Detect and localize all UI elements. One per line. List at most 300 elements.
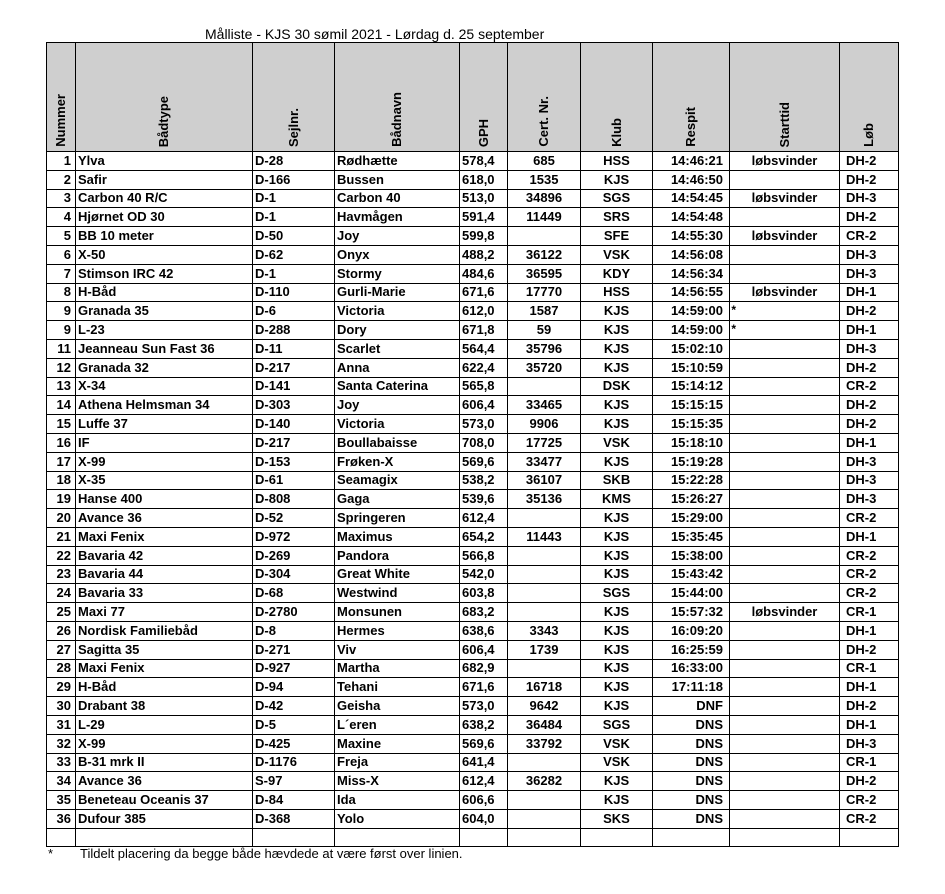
- cell-sejlnr: D-140: [253, 415, 335, 434]
- cell-nummer: 31: [47, 715, 76, 734]
- cell-sejlnr: D-52: [253, 509, 335, 528]
- cell-starttid: [730, 584, 840, 603]
- cell-cert: 36122: [508, 245, 581, 264]
- cell-nummer: 35: [47, 791, 76, 810]
- cell-lob: DH-3: [840, 471, 899, 490]
- table-row: [47, 659, 899, 678]
- page-title: Målliste - KJS 30 sømil 2021 - Lørdag d. 25 september: [205, 26, 545, 42]
- cell-badtype: B-31 mrk II: [76, 753, 253, 772]
- cell-klub: KJS: [581, 302, 653, 321]
- cell-respit: 15:19:28: [653, 452, 730, 471]
- cell-cert: 17770: [508, 283, 581, 302]
- cell-respit: 15:29:00: [653, 509, 730, 528]
- cell-sejlnr: D-303: [253, 396, 335, 415]
- cell-klub: SFE: [581, 227, 653, 246]
- cell-badnavn: Dory: [335, 321, 460, 340]
- cell-respit: DNS: [653, 753, 730, 772]
- cell-starttid: [730, 734, 840, 753]
- cell-respit: DNS: [653, 791, 730, 810]
- cell-klub: SKS: [581, 809, 653, 828]
- cell-badtype: Maxi 77: [76, 603, 253, 622]
- cell-nummer: 30: [47, 697, 76, 716]
- table-row: [47, 245, 899, 264]
- table-row: [47, 283, 899, 302]
- cell-cert: [508, 565, 581, 584]
- cell-nummer: 15: [47, 415, 76, 434]
- footnote-text: Tildelt placering da begge både hævdede at være først over linien.: [80, 846, 463, 861]
- cell-badnavn: Onyx: [335, 245, 460, 264]
- cell-klub: KJS: [581, 339, 653, 358]
- cell-klub: HSS: [581, 152, 653, 171]
- header-klub: Klub: [581, 43, 653, 152]
- cell-sejlnr: D-1176: [253, 753, 335, 772]
- cell-badnavn: Scarlet: [335, 339, 460, 358]
- cell-badtype: X-50: [76, 245, 253, 264]
- cell-nummer: 1: [47, 152, 76, 171]
- cell-sejlnr: D-50: [253, 227, 335, 246]
- header-starttid: Starttid: [730, 43, 840, 152]
- cell-nummer: 22: [47, 546, 76, 565]
- cell-badnavn: Joy: [335, 227, 460, 246]
- cell-respit: DNS: [653, 734, 730, 753]
- header-badnavn: Bådnavn: [335, 43, 460, 152]
- cell-klub: KJS: [581, 358, 653, 377]
- cell-badtype: Luffe 37: [76, 415, 253, 434]
- empty-cell: [460, 828, 508, 847]
- cell-badnavn: Westwind: [335, 584, 460, 603]
- cell-klub: KJS: [581, 452, 653, 471]
- cell-cert: 36107: [508, 471, 581, 490]
- cell-respit: 16:09:20: [653, 621, 730, 640]
- table-row: [47, 678, 899, 697]
- cell-gph: 708,0: [460, 433, 508, 452]
- cell-sejlnr: D-2780: [253, 603, 335, 622]
- cell-lob: DH-3: [840, 490, 899, 509]
- table-row: [47, 471, 899, 490]
- cell-cert: 9906: [508, 415, 581, 434]
- cell-starttid: løbsvinder: [730, 189, 840, 208]
- table-row: [47, 377, 899, 396]
- cell-nummer: 26: [47, 621, 76, 640]
- cell-sejlnr: D-94: [253, 678, 335, 697]
- cell-lob: DH-2: [840, 396, 899, 415]
- cell-sejlnr: D-8: [253, 621, 335, 640]
- cell-cert: [508, 659, 581, 678]
- cell-badtype: Avance 36: [76, 772, 253, 791]
- header-sejlnr: Sejlnr.: [253, 43, 335, 152]
- cell-respit: DNF: [653, 697, 730, 716]
- cell-badtype: Bavaria 33: [76, 584, 253, 603]
- cell-cert: 35136: [508, 490, 581, 509]
- table-row: [47, 603, 899, 622]
- cell-gph: 641,4: [460, 753, 508, 772]
- cell-badtype: Jeanneau Sun Fast 36: [76, 339, 253, 358]
- cell-cert: 1739: [508, 640, 581, 659]
- empty-cell: [508, 828, 581, 847]
- results-body: [47, 152, 899, 847]
- cell-starttid: [730, 245, 840, 264]
- cell-sejlnr: D-972: [253, 527, 335, 546]
- cell-starttid: [730, 471, 840, 490]
- cell-respit: 16:33:00: [653, 659, 730, 678]
- cell-lob: DH-2: [840, 772, 899, 791]
- cell-nummer: 19: [47, 490, 76, 509]
- cell-badnavn: Boullabaisse: [335, 433, 460, 452]
- cell-badnavn: Ida: [335, 791, 460, 810]
- cell-cert: 35720: [508, 358, 581, 377]
- empty-cell: [653, 828, 730, 847]
- cell-sejlnr: D-68: [253, 584, 335, 603]
- cell-lob: CR-2: [840, 227, 899, 246]
- cell-klub: KJS: [581, 659, 653, 678]
- table-row: [47, 339, 899, 358]
- cell-respit: 14:54:45: [653, 189, 730, 208]
- cell-lob: DH-3: [840, 734, 899, 753]
- cell-starttid: [730, 264, 840, 283]
- cell-sejlnr: S-97: [253, 772, 335, 791]
- cell-gph: 618,0: [460, 170, 508, 189]
- cell-cert: 17725: [508, 433, 581, 452]
- cell-respit: 14:46:21: [653, 152, 730, 171]
- header-cert: Cert. Nr.: [508, 43, 581, 152]
- cell-cert: 35796: [508, 339, 581, 358]
- cell-starttid: [730, 621, 840, 640]
- table-row: [47, 302, 899, 321]
- cell-badnavn: Monsunen: [335, 603, 460, 622]
- cell-gph: 654,2: [460, 527, 508, 546]
- cell-badtype: L-29: [76, 715, 253, 734]
- cell-nummer: 18: [47, 471, 76, 490]
- cell-gph: 573,0: [460, 415, 508, 434]
- cell-starttid: [730, 358, 840, 377]
- cell-sejlnr: D-217: [253, 358, 335, 377]
- cell-nummer: 32: [47, 734, 76, 753]
- cell-cert: 36595: [508, 264, 581, 283]
- cell-sejlnr: D-42: [253, 697, 335, 716]
- cell-sejlnr: D-288: [253, 321, 335, 340]
- cell-klub: KJS: [581, 603, 653, 622]
- cell-sejlnr: D-84: [253, 791, 335, 810]
- cell-cert: 33477: [508, 452, 581, 471]
- cell-badtype: Bavaria 42: [76, 546, 253, 565]
- cell-lob: CR-2: [840, 565, 899, 584]
- cell-gph: 612,4: [460, 772, 508, 791]
- cell-sejlnr: D-141: [253, 377, 335, 396]
- cell-gph: 671,6: [460, 283, 508, 302]
- cell-respit: 15:22:28: [653, 471, 730, 490]
- cell-lob: DH-1: [840, 527, 899, 546]
- cell-badnavn: Maxine: [335, 734, 460, 753]
- cell-respit: DNS: [653, 715, 730, 734]
- cell-respit: 16:25:59: [653, 640, 730, 659]
- cell-klub: KJS: [581, 678, 653, 697]
- cell-sejlnr: D-217: [253, 433, 335, 452]
- cell-respit: 14:59:00 *: [653, 321, 730, 340]
- cell-nummer: 9: [47, 321, 76, 340]
- cell-badtype: Athena Helmsman 34: [76, 396, 253, 415]
- cell-nummer: 11: [47, 339, 76, 358]
- cell-respit: 15:18:10: [653, 433, 730, 452]
- table-row: [47, 715, 899, 734]
- cell-badtype: H-Båd: [76, 678, 253, 697]
- cell-lob: DH-2: [840, 170, 899, 189]
- cell-lob: DH-3: [840, 189, 899, 208]
- table-row: [47, 527, 899, 546]
- table-row: [47, 753, 899, 772]
- cell-lob: DH-2: [840, 208, 899, 227]
- cell-sejlnr: D-5: [253, 715, 335, 734]
- cell-badnavn: Gurli-Marie: [335, 283, 460, 302]
- cell-respit: 14:56:08: [653, 245, 730, 264]
- cell-nummer: 29: [47, 678, 76, 697]
- cell-starttid: [730, 415, 840, 434]
- cell-respit: 15:57:32: [653, 603, 730, 622]
- cell-badtype: X-35: [76, 471, 253, 490]
- cell-lob: DH-2: [840, 415, 899, 434]
- cell-badtype: X-99: [76, 452, 253, 471]
- cell-klub: SGS: [581, 584, 653, 603]
- cell-badnavn: Great White: [335, 565, 460, 584]
- cell-cert: [508, 509, 581, 528]
- cell-sejlnr: D-269: [253, 546, 335, 565]
- cell-badnavn: Maximus: [335, 527, 460, 546]
- table-row: [47, 546, 899, 565]
- cell-starttid: løbsvinder: [730, 152, 840, 171]
- table-row: [47, 189, 899, 208]
- cell-gph: 603,8: [460, 584, 508, 603]
- cell-klub: SGS: [581, 189, 653, 208]
- cell-lob: DH-2: [840, 640, 899, 659]
- cell-starttid: [730, 170, 840, 189]
- cell-klub: KJS: [581, 170, 653, 189]
- cell-respit: DNS: [653, 809, 730, 828]
- cell-badtype: L-23: [76, 321, 253, 340]
- cell-gph: 638,6: [460, 621, 508, 640]
- cell-badnavn: Havmågen: [335, 208, 460, 227]
- cell-respit: 14:56:55: [653, 283, 730, 302]
- cell-sejlnr: D-271: [253, 640, 335, 659]
- cell-starttid: [730, 433, 840, 452]
- cell-starttid: løbsvinder: [730, 283, 840, 302]
- cell-klub: DSK: [581, 377, 653, 396]
- cell-lob: DH-1: [840, 283, 899, 302]
- cell-cert: 36282: [508, 772, 581, 791]
- cell-respit: 15:15:35: [653, 415, 730, 434]
- cell-respit: 14:54:48: [653, 208, 730, 227]
- cell-sejlnr: D-28: [253, 152, 335, 171]
- cell-badtype: Maxi Fenix: [76, 659, 253, 678]
- cell-gph: 566,8: [460, 546, 508, 565]
- cell-starttid: [730, 302, 840, 321]
- cell-klub: VSK: [581, 245, 653, 264]
- cell-gph: 513,0: [460, 189, 508, 208]
- cell-badnavn: Gaga: [335, 490, 460, 509]
- cell-badtype: Granada 32: [76, 358, 253, 377]
- cell-cert: [508, 377, 581, 396]
- cell-sejlnr: D-110: [253, 283, 335, 302]
- cell-badtype: X-99: [76, 734, 253, 753]
- cell-badnavn: Miss-X: [335, 772, 460, 791]
- cell-badtype: Maxi Fenix: [76, 527, 253, 546]
- cell-nummer: 7: [47, 264, 76, 283]
- cell-sejlnr: D-1: [253, 208, 335, 227]
- table-row: [47, 396, 899, 415]
- cell-starttid: [730, 321, 840, 340]
- cell-cert: 1535: [508, 170, 581, 189]
- cell-klub: KJS: [581, 546, 653, 565]
- cell-badnavn: Victoria: [335, 415, 460, 434]
- empty-cell: [730, 828, 840, 847]
- cell-gph: 606,4: [460, 640, 508, 659]
- cell-lob: DH-1: [840, 321, 899, 340]
- cell-cert: 34896: [508, 189, 581, 208]
- cell-badnavn: Freja: [335, 753, 460, 772]
- cell-cert: 36484: [508, 715, 581, 734]
- cell-sejlnr: D-11: [253, 339, 335, 358]
- cell-gph: 682,9: [460, 659, 508, 678]
- table-row: [47, 264, 899, 283]
- cell-starttid: [730, 546, 840, 565]
- cell-starttid: [730, 377, 840, 396]
- empty-cell: [581, 828, 653, 847]
- cell-nummer: 16: [47, 433, 76, 452]
- table-row: [47, 227, 899, 246]
- cell-nummer: 4: [47, 208, 76, 227]
- cell-nummer: 6: [47, 245, 76, 264]
- cell-respit: 14:55:30: [653, 227, 730, 246]
- cell-cert: [508, 791, 581, 810]
- cell-cert: 9642: [508, 697, 581, 716]
- cell-starttid: [730, 809, 840, 828]
- cell-respit: 15:15:15: [653, 396, 730, 415]
- cell-badtype: Safir: [76, 170, 253, 189]
- cell-klub: KJS: [581, 697, 653, 716]
- cell-badtype: Carbon 40 R/C: [76, 189, 253, 208]
- cell-cert: 33465: [508, 396, 581, 415]
- cell-starttid: [730, 678, 840, 697]
- cell-lob: DH-2: [840, 302, 899, 321]
- cell-badnavn: Tehani: [335, 678, 460, 697]
- cell-sejlnr: D-368: [253, 809, 335, 828]
- table-row: [47, 170, 899, 189]
- cell-nummer: 12: [47, 358, 76, 377]
- table-row: [47, 152, 899, 171]
- cell-lob: CR-1: [840, 753, 899, 772]
- cell-badtype: IF: [76, 433, 253, 452]
- cell-gph: 488,2: [460, 245, 508, 264]
- cell-gph: 591,4: [460, 208, 508, 227]
- cell-badtype: Sagitta 35: [76, 640, 253, 659]
- cell-nummer: 33: [47, 753, 76, 772]
- cell-badnavn: L´eren: [335, 715, 460, 734]
- cell-sejlnr: D-425: [253, 734, 335, 753]
- table-row: [47, 791, 899, 810]
- cell-cert: 3343: [508, 621, 581, 640]
- empty-cell: [335, 828, 460, 847]
- cell-klub: KJS: [581, 640, 653, 659]
- cell-gph: 599,8: [460, 227, 508, 246]
- cell-lob: DH-2: [840, 697, 899, 716]
- cell-lob: CR-1: [840, 603, 899, 622]
- cell-nummer: 23: [47, 565, 76, 584]
- cell-starttid: [730, 659, 840, 678]
- cell-respit: 15:14:12: [653, 377, 730, 396]
- cell-gph: 612,0: [460, 302, 508, 321]
- empty-cell: [47, 828, 76, 847]
- cell-starttid: løbsvinder: [730, 603, 840, 622]
- cell-nummer: 2: [47, 170, 76, 189]
- cell-respit: 14:59:00 *: [653, 302, 730, 321]
- cell-starttid: [730, 753, 840, 772]
- header-gph: GPH: [460, 43, 508, 152]
- cell-badnavn: Pandora: [335, 546, 460, 565]
- cell-badnavn: Martha: [335, 659, 460, 678]
- cell-respit: 15:43:42: [653, 565, 730, 584]
- cell-badnavn: Carbon 40: [335, 189, 460, 208]
- cell-badnavn: Santa Caterina: [335, 377, 460, 396]
- cell-starttid: [730, 715, 840, 734]
- cell-badnavn: Joy: [335, 396, 460, 415]
- cell-badtype: Beneteau Oceanis 37: [76, 791, 253, 810]
- table-row: [47, 415, 899, 434]
- table-row: [47, 358, 899, 377]
- cell-gph: 606,4: [460, 396, 508, 415]
- cell-cert: [508, 603, 581, 622]
- cell-klub: HSS: [581, 283, 653, 302]
- table-row: [47, 584, 899, 603]
- cell-badnavn: Victoria: [335, 302, 460, 321]
- tie-mark: *: [731, 303, 736, 318]
- cell-cert: 685: [508, 152, 581, 171]
- table-row: [47, 321, 899, 340]
- table-row: [47, 208, 899, 227]
- cell-cert: [508, 584, 581, 603]
- cell-starttid: [730, 565, 840, 584]
- cell-nummer: 25: [47, 603, 76, 622]
- cell-lob: DH-3: [840, 245, 899, 264]
- cell-starttid: [730, 452, 840, 471]
- cell-respit: 15:35:45: [653, 527, 730, 546]
- cell-badnavn: Bussen: [335, 170, 460, 189]
- header-nummer: Nummer: [47, 43, 76, 152]
- cell-starttid: [730, 490, 840, 509]
- header-respit: Respit: [653, 43, 730, 152]
- cell-starttid: [730, 208, 840, 227]
- cell-lob: CR-1: [840, 659, 899, 678]
- cell-sejlnr: D-1: [253, 264, 335, 283]
- table-row: [47, 490, 899, 509]
- cell-gph: 564,4: [460, 339, 508, 358]
- results-table: [46, 42, 899, 847]
- table-row: [47, 621, 899, 640]
- cell-gph: 573,0: [460, 697, 508, 716]
- cell-gph: 606,6: [460, 791, 508, 810]
- cell-lob: DH-1: [840, 433, 899, 452]
- cell-lob: CR-2: [840, 546, 899, 565]
- cell-starttid: [730, 527, 840, 546]
- cell-badtype: Hanse 400: [76, 490, 253, 509]
- cell-starttid: [730, 509, 840, 528]
- cell-badnavn: Geisha: [335, 697, 460, 716]
- cell-respit: 15:38:00: [653, 546, 730, 565]
- cell-cert: [508, 809, 581, 828]
- cell-cert: [508, 753, 581, 772]
- table-row: [47, 640, 899, 659]
- header-lob: Løb: [840, 43, 899, 152]
- cell-nummer: 28: [47, 659, 76, 678]
- cell-klub: KJS: [581, 321, 653, 340]
- cell-klub: VSK: [581, 433, 653, 452]
